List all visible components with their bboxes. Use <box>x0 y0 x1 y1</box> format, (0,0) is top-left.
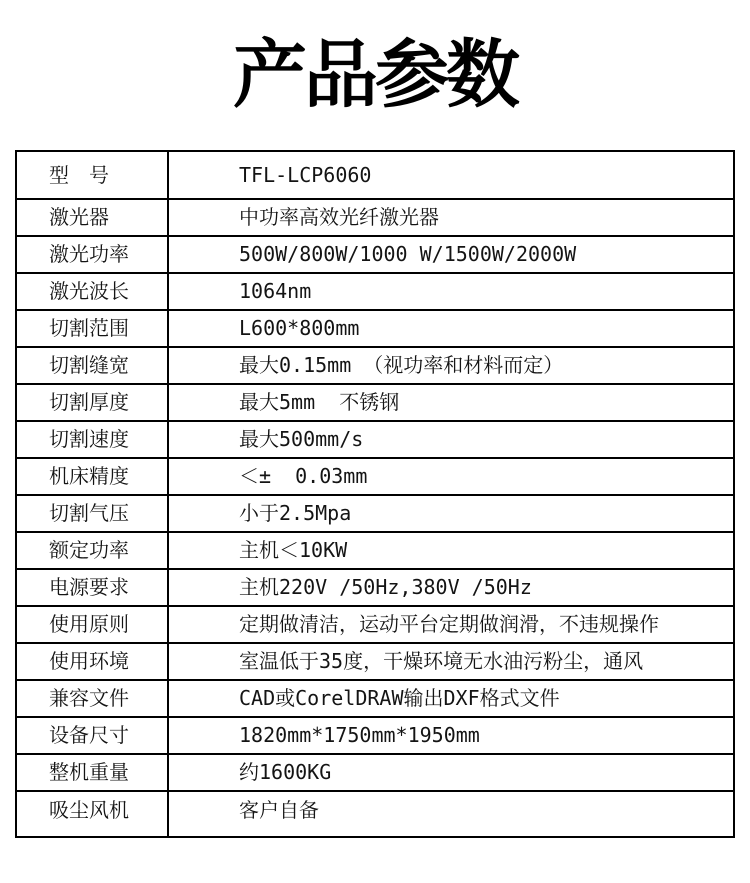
table-row <box>17 274 733 311</box>
param-value: L600*800mm <box>239 316 360 341</box>
param-label: 型 号 <box>17 152 169 198</box>
param-label: 切割速度 <box>17 422 169 457</box>
table-row <box>17 644 733 681</box>
table-row <box>17 422 733 459</box>
param-label: 设备尺寸 <box>17 718 169 753</box>
param-value: 最大5mm 不锈钢 <box>239 390 400 415</box>
param-label: 使用原则 <box>17 607 169 642</box>
param-value: 1064nm <box>239 279 312 304</box>
param-value: 约1600KG <box>239 760 332 785</box>
table-row <box>17 152 733 200</box>
table-row <box>17 607 733 644</box>
param-value: 中功率高效光纤激光器 <box>239 205 439 230</box>
param-value: 主机220V /50Hz,380V /50Hz <box>239 575 532 600</box>
param-value: 主机＜10KW <box>239 538 348 563</box>
param-value: 最大500mm/s <box>239 427 364 452</box>
param-value: 室温低于35度，干燥环境无水油污粉尘，通风 <box>239 649 644 674</box>
param-value: TFL-LCP6060 <box>239 162 372 187</box>
page-title: 产品参数 <box>233 32 517 118</box>
table-row <box>17 200 733 237</box>
param-label: 切割缝宽 <box>17 348 169 383</box>
param-value: 500W/800W/1000 W/1500W/2000W <box>239 242 577 267</box>
table-row <box>17 755 733 792</box>
table-row <box>17 496 733 533</box>
param-label: 机床精度 <box>17 459 169 494</box>
param-value: 最大0.15mm （视功率和材料而定） <box>239 353 564 378</box>
table-row <box>17 237 733 274</box>
table-row <box>17 385 733 422</box>
param-value: CAD或CorelDRAW输出DXF格式文件 <box>239 686 560 711</box>
param-value: 客户自备 <box>239 797 319 822</box>
table-row <box>17 533 733 570</box>
param-label: 切割范围 <box>17 311 169 346</box>
table-row <box>17 681 733 718</box>
product-parameters-table <box>15 150 735 838</box>
param-value: 小于2.5Mpa <box>239 501 352 526</box>
param-value: ＜± 0.03mm <box>239 464 368 489</box>
param-label: 整机重量 <box>17 755 169 790</box>
param-label: 激光器 <box>17 200 169 235</box>
table-row <box>17 718 733 755</box>
param-label: 切割厚度 <box>17 385 169 420</box>
param-label: 吸尘风机 <box>17 792 169 836</box>
table-row <box>17 459 733 496</box>
table-row <box>17 348 733 385</box>
param-label: 激光功率 <box>17 237 169 272</box>
param-label: 额定功率 <box>17 533 169 568</box>
param-label: 使用环境 <box>17 644 169 679</box>
param-label: 激光波长 <box>17 274 169 309</box>
param-value: 定期做清洁，运动平台定期做润滑，不违规操作 <box>239 612 659 637</box>
param-value: 1820mm*1750mm*1950mm <box>239 723 480 748</box>
table-row <box>17 792 733 836</box>
param-label: 兼容文件 <box>17 681 169 716</box>
param-label: 切割气压 <box>17 496 169 531</box>
table-row <box>17 311 733 348</box>
param-label: 电源要求 <box>17 570 169 605</box>
table-row <box>17 570 733 607</box>
